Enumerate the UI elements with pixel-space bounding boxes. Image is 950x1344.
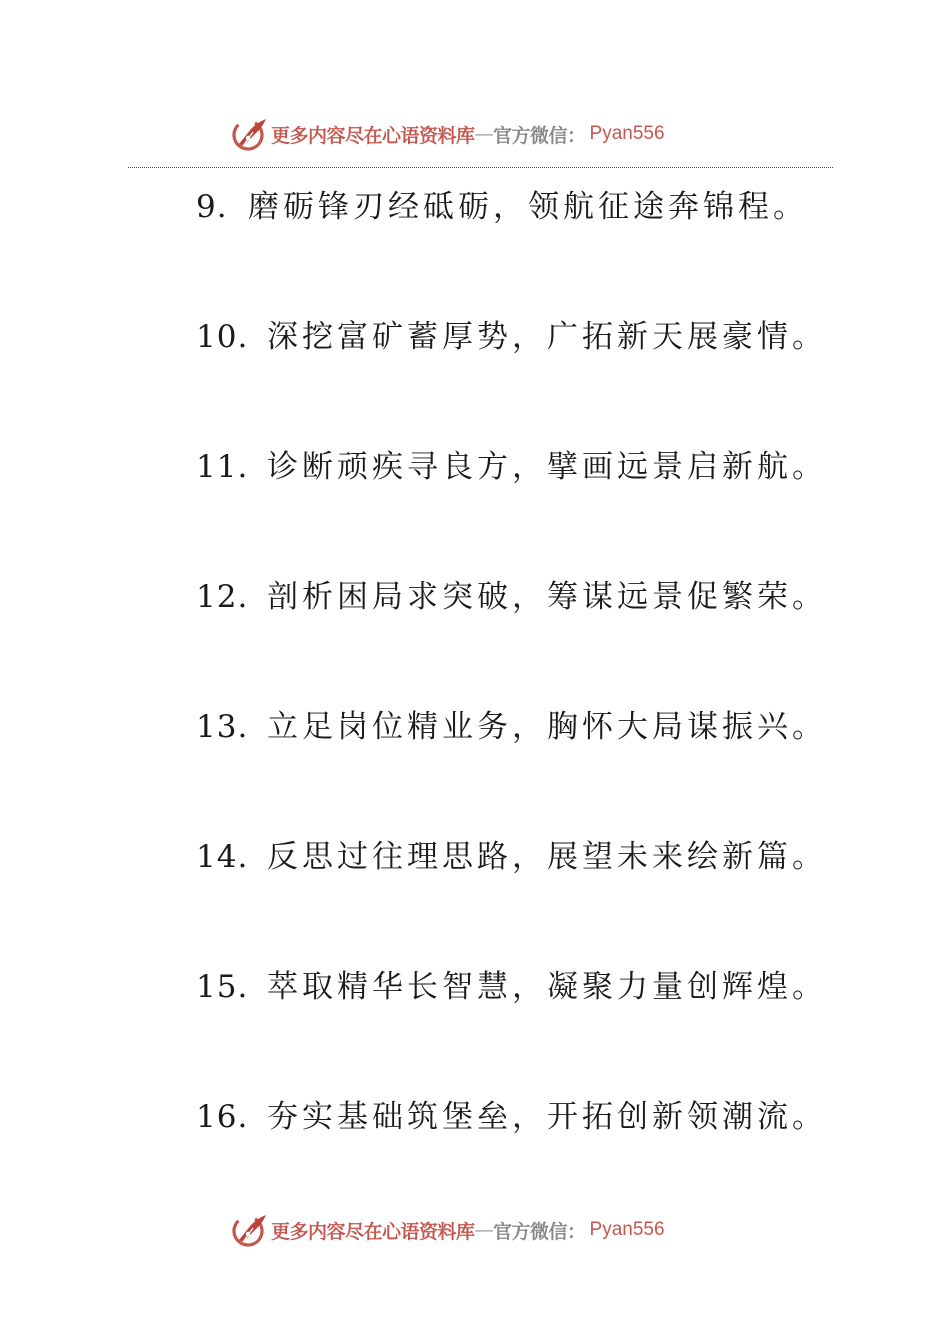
watermark-main-text: 更多内容尽在心语资料库 — [271, 124, 475, 147]
item-number: 16. — [196, 1099, 249, 1135]
header-watermark — [231, 114, 665, 154]
header-divider — [128, 167, 833, 168]
item-number: 11. — [196, 449, 249, 485]
watermark-dash: — — [474, 1219, 494, 1241]
item-text: 萃取精华长智慧，凝聚力量创辉煌。 — [267, 969, 827, 1005]
item-text: 深挖富矿蓄厚势，广拓新天展豪情。 — [267, 319, 827, 355]
footer-watermark — [231, 1210, 665, 1250]
quill-logo-icon — [231, 1212, 269, 1248]
list-item — [196, 1092, 827, 1142]
item-number: 15. — [196, 969, 249, 1005]
list-item — [196, 182, 808, 232]
item-number: 14. — [196, 839, 249, 875]
watermark-dash: — — [474, 123, 494, 145]
list-item — [196, 702, 827, 752]
item-text: 磨砺锋刃经砥砺，领航征途奔锦程。 — [248, 189, 808, 225]
item-text: 剖析困局求突破，筹谋远景促繁荣。 — [267, 579, 827, 615]
list-item — [196, 572, 827, 622]
watermark-label: 官方微信： — [493, 124, 586, 147]
item-text: 诊断顽疾寻良方，擘画远景启新航。 — [267, 449, 827, 485]
list-item — [196, 832, 827, 882]
item-number: 12. — [196, 579, 249, 615]
watermark-wechat-id: Pyan556 — [589, 1219, 665, 1240]
item-text: 立足岗位精业务，胸怀大局谋振兴。 — [267, 709, 827, 745]
item-number: 10. — [196, 319, 249, 355]
quill-logo-icon — [231, 116, 269, 152]
list-item — [196, 962, 827, 1012]
list-item — [196, 312, 827, 362]
item-text: 夯实基础筑堡垒，开拓创新领潮流。 — [267, 1099, 827, 1135]
list-item — [196, 442, 827, 492]
watermark-label: 官方微信： — [493, 1220, 586, 1243]
watermark-main-text: 更多内容尽在心语资料库 — [271, 1220, 475, 1243]
item-number: 9. — [196, 189, 228, 225]
watermark-wechat-id: Pyan556 — [589, 123, 665, 144]
item-text: 反思过往理思路，展望未来绘新篇。 — [267, 839, 827, 875]
item-number: 13. — [196, 709, 249, 745]
